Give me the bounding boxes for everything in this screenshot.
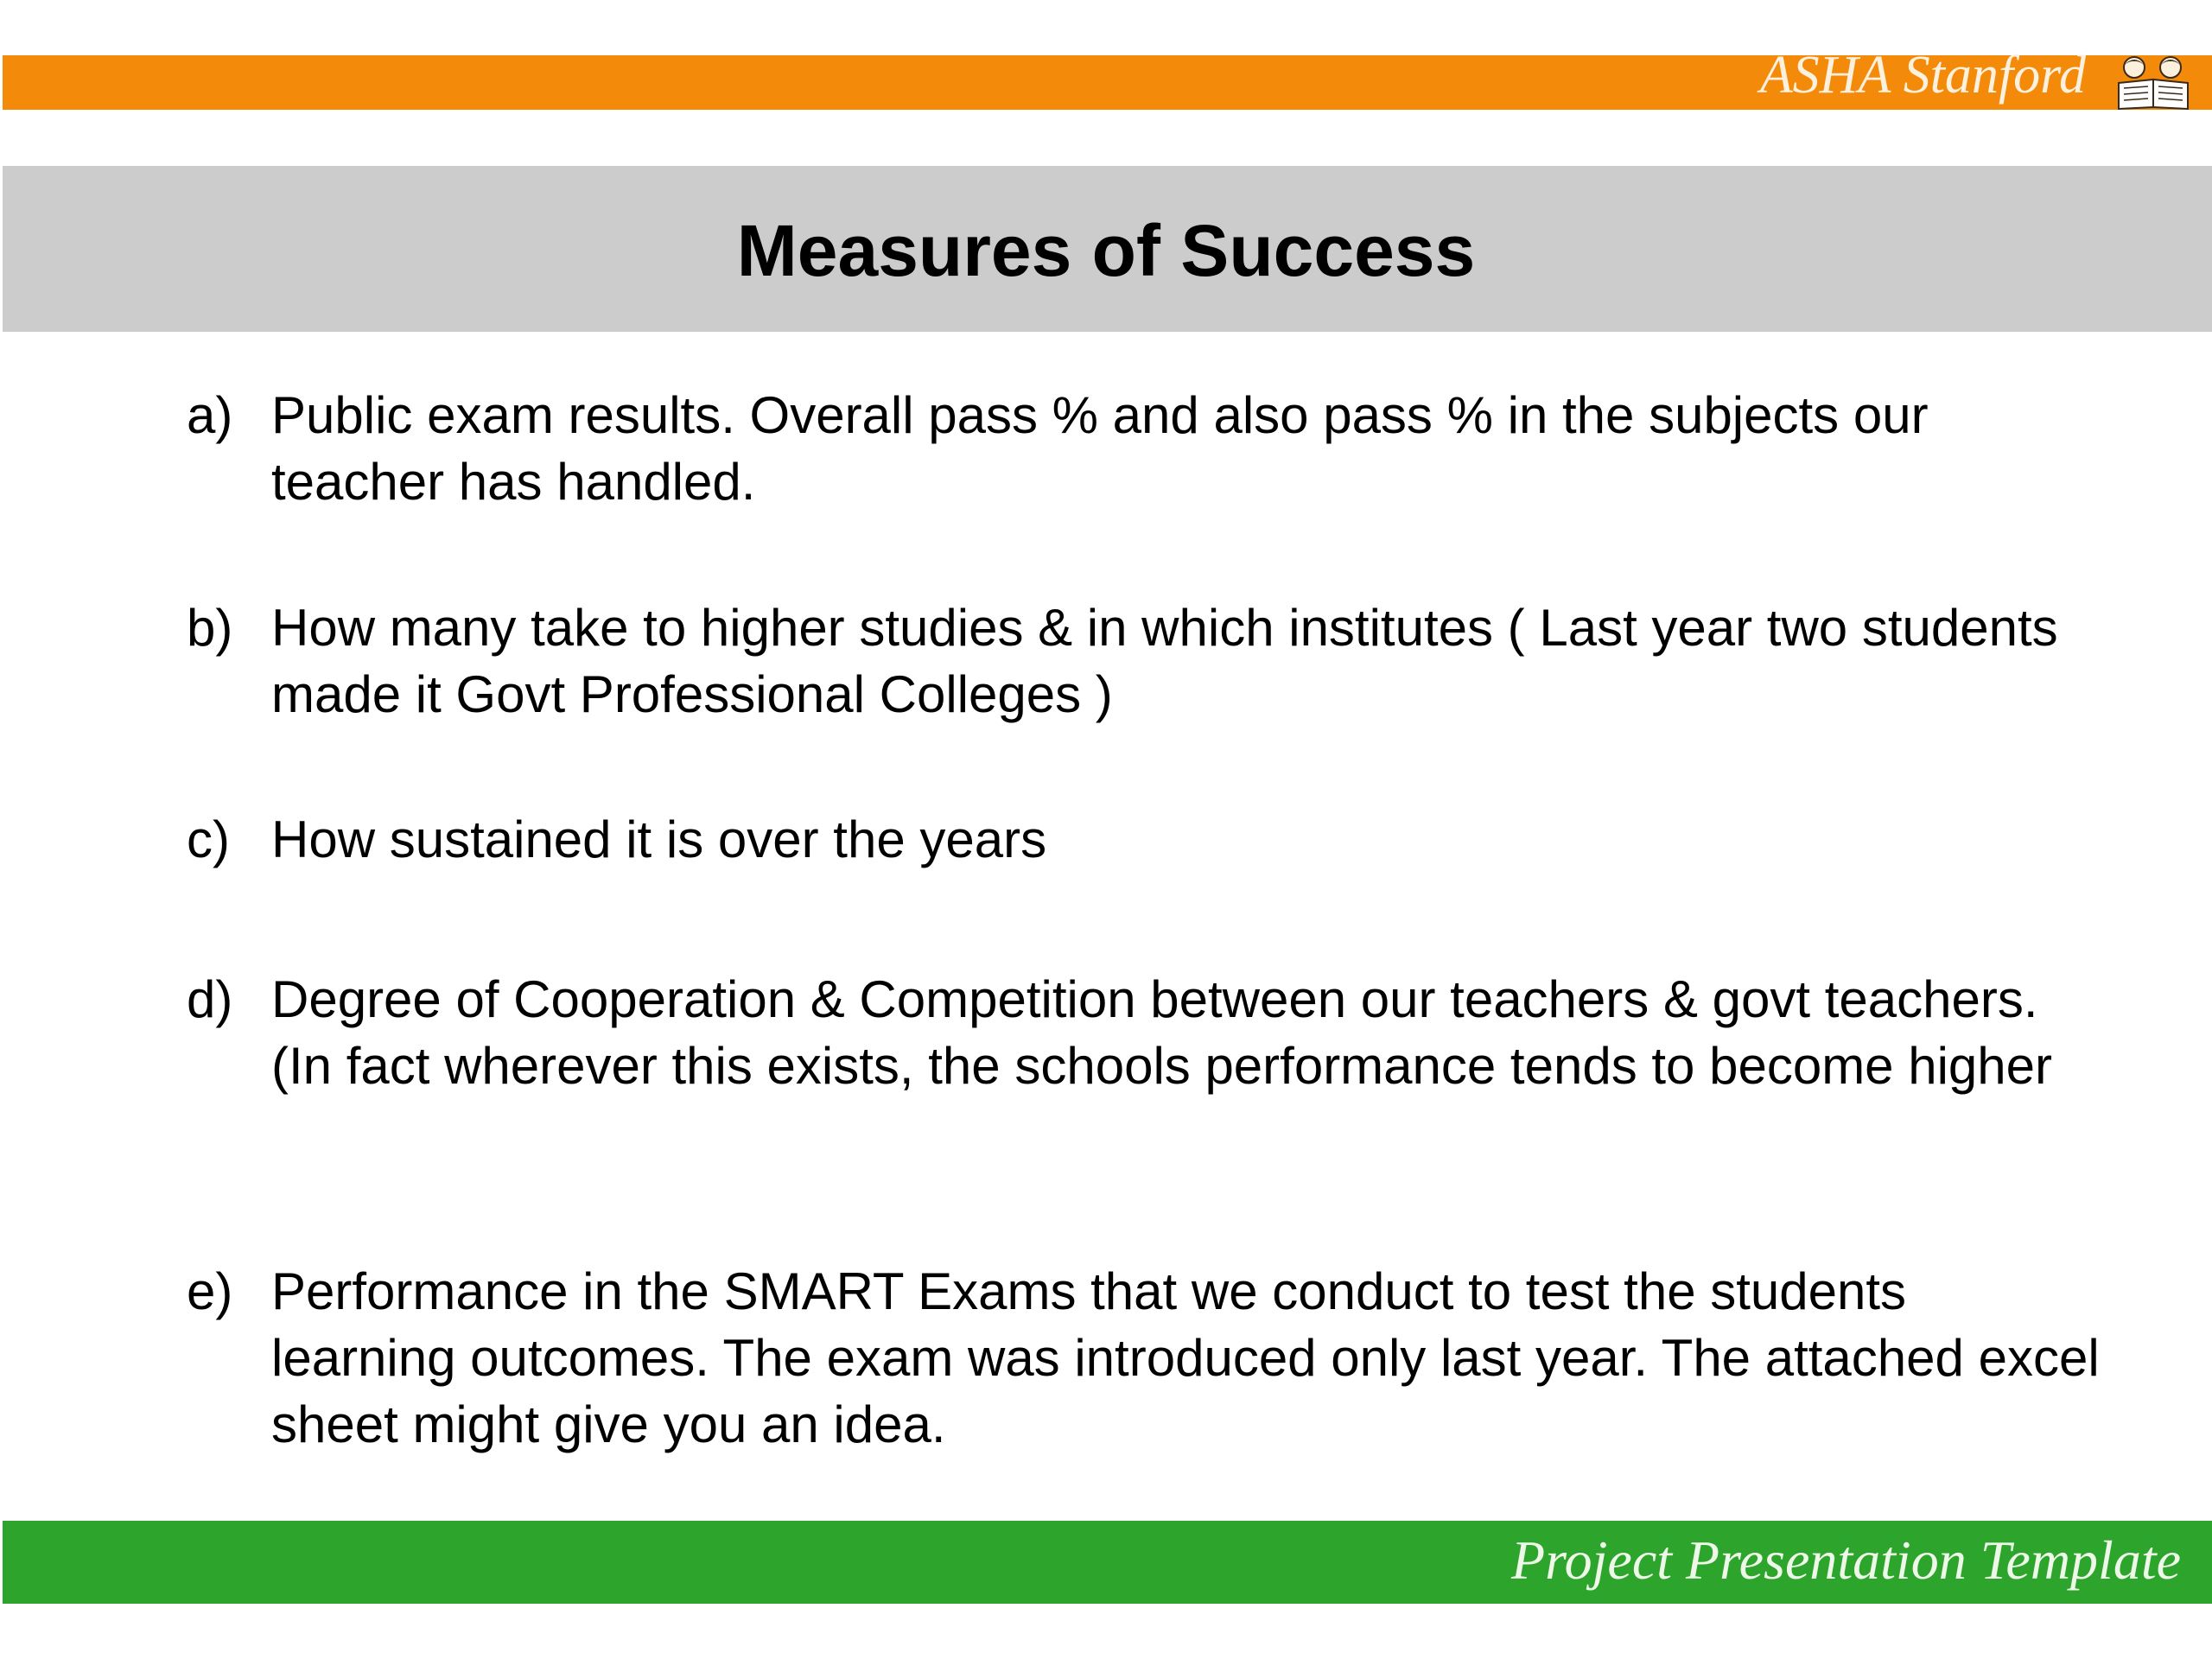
list-item-marker: e) — [187, 1262, 233, 1320]
list-item-marker: d) — [187, 970, 233, 1028]
list-item-text: How sustained it is over the years — [271, 810, 1047, 868]
list-item-marker: c) — [187, 810, 230, 868]
list-item — [187, 806, 2105, 873]
list-item-text: Public exam results. Overall pass % and also pass % in the subjects our teacher has handled. — [271, 386, 1929, 511]
list-item — [187, 382, 2105, 515]
list-item-marker: b) — [187, 599, 233, 657]
page-title: Measures of Success — [736, 210, 1476, 291]
list-item — [187, 966, 2105, 1099]
footer-title: Project Presentation Template — [1511, 1529, 2181, 1591]
list-item-text: Performance in the SMART Exams that we conduct to test the students learning outcomes. The exam was introduced only last year. The attached excel sheet might give you an idea. — [271, 1262, 2100, 1453]
brand-name: ASHA Stanford — [1759, 46, 2086, 105]
list-item-text: How many take to higher studies & in which institutes ( Last year two students made it Govt Professional Colleges ) — [271, 599, 2058, 723]
list-item-marker: a) — [187, 386, 233, 444]
list-item-text: Degree of Cooperation & Competition between our teachers & govt teachers. (In fact wherever this exists, the schools performance tends to become higher — [271, 970, 2053, 1095]
list-item — [187, 1258, 2105, 1458]
list-item — [187, 594, 2105, 728]
